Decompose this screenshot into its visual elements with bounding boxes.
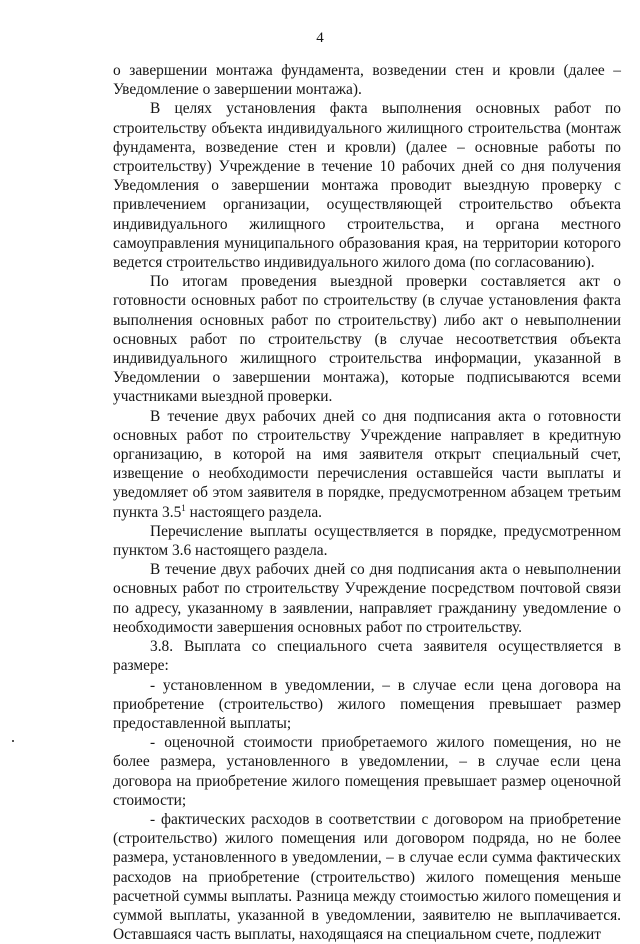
paragraph-inspection-purpose: В целях установления факта выполнения основных работ по строительству объекта индивидуального жилищного строительства (монтаж фундамента, возведение стен и кровли) (далее – основные работы по строительству) Учреждение в течение 10 рабочих дней со дня получения Уведомления о завершении монтажа проводит выездную проверку с привлечением организации, осуществляющей строительство объекта индивидуального жилищного строительства, и органа местного самоуправления муниципального образования края, на территории которого ведется строительство индивидуального жилого дома (по согласованию). — [113, 100, 621, 272]
list-item-established-amount: - установленном в уведомлении, – в случае если цена договора на приобретение (строительство) жилого помещения превышает размер предоставленной выплаты; — [113, 676, 621, 732]
paragraph-notice-text: В течение двух рабочих дней со дня подписания акта о готовности основных работ по строительству Учреждение направляет в кредитную организацию, в которой на имя заявителя открыт специальный счет, извещение о необходимости перечисления оставшейся части выплаты и уведомляет об этом заявителя в порядке, предусмотренном абзацем третьим пункта 3.5 — [113, 407, 621, 521]
paragraph-inspection-act: По итогам проведения выездной проверки составляется акт о готовности основных работ по строительству (в случае установления факта выполнения основных работ по строительству) либо акт о невыполнении основных работ по строительству (в случае несоответствия объекта индивидуального жилищного строительства информации, указанной в Уведомлении о завершении монтажа), которые подписываются всеми участниками выездной проверки. — [113, 273, 621, 406]
list-item-appraised-value: - оценочной стоимости приобретаемого жилого помещения, но не более размера, установленного в уведомлении, – в случае если цена договора на приобретение жилого помещения превышает размер оценочной стоимости; — [113, 734, 621, 809]
paragraph-notice-tail: настоящего раздела. — [185, 503, 323, 521]
paragraph-non-completion-notice: В течение двух рабочих дней со дня подписания акта о невыполнении основных работ по строительству Учреждение посредством почтовой связи по адресу, указанному в заявлении, направляет гражданину уведомление о необходимости завершения основных работ по строительству. — [113, 561, 621, 636]
superscript-footnote: 1 — [181, 502, 186, 513]
page-number: 4 — [316, 30, 324, 46]
paragraph-section-3-8: 3.8. Выплата со специального счета заявителя осуществляется в размере: — [113, 638, 621, 675]
document-body — [113, 61, 621, 944]
paragraph-continuation: о завершении монтажа фундамента, возведении стен и кровли (далее – Уведомление о завершении монтажа). — [113, 62, 621, 99]
paragraph-notice-to-bank — [113, 407, 621, 522]
paragraph-transfer-order: Перечисление выплаты осуществляется в порядке, предусмотренном пунктом 3.6 настоящего раздела. — [113, 522, 621, 560]
list-item-actual-expenses: - фактических расходов в соответствии с договором на приобретение (строительство) жилого помещения или договором подряда, но не более размера, установленного в уведомлении, – в случае если сумма фактических расходов на приобретение (строительство) жилого помещения меньше расчетной суммы выплаты. Разница между стоимостью жилого помещения и суммой выплаты, указанной в уведомлении, заявителю не выплачивается. Оставшаяся часть выплаты, находящаяся на специальном счете, подлежит — [113, 810, 621, 944]
scan-speck — [12, 740, 14, 742]
